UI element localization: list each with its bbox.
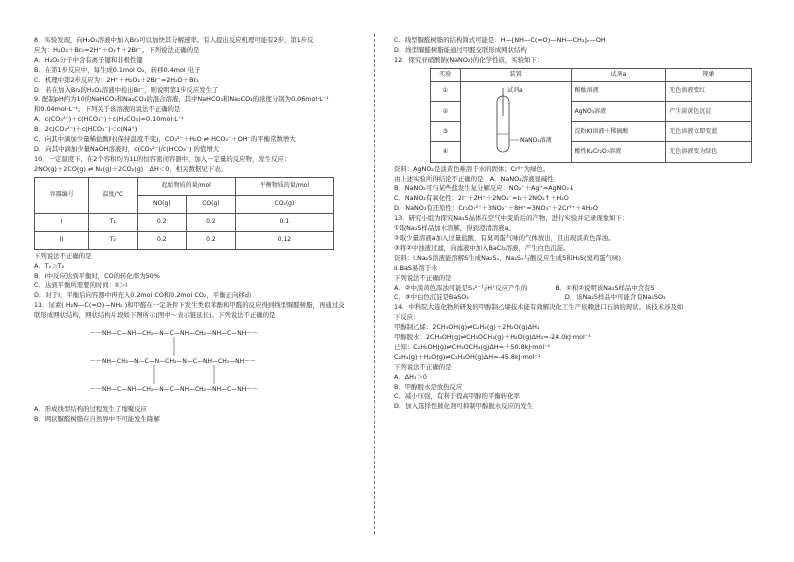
th-reagent: 试剂a — [571, 68, 666, 81]
cell-temp: T₁ — [89, 213, 137, 231]
test-tube-diagram — [463, 82, 569, 158]
q14-reaction-3: 已知：C₂H₅OH(g)⇌CH₃OCH₃(g)ΔH=＋50.8kJ·mol⁻¹ — [394, 342, 551, 351]
q12-stem: 12．探究亚硝酸钠(NaNO₂)的化学性质，实验如下： — [394, 55, 544, 64]
q10-ask: 下列说法不正确的是 — [34, 251, 92, 260]
q9-option-a: A．c(CO₃²⁻)＋c(HCO₃⁻)＋c(H₂CO₃)=0.10mol·L⁻¹ — [34, 115, 184, 124]
q14-option-b: B．甲醇脱水是放热反应 — [394, 382, 463, 391]
right-column — [394, 36, 766, 412]
q13-option-c: C．③中白色沉淀是BaSO₄ — [394, 293, 469, 302]
cell-device — [460, 81, 571, 162]
q13-option-ab — [394, 284, 766, 294]
column-divider — [374, 34, 375, 534]
reagent-a-label: 试剂a — [506, 86, 523, 94]
th-co: CO(g) — [187, 195, 236, 213]
cell-id: I — [35, 213, 89, 231]
cell-phenomenon: 无色溶液立即变蓝 — [666, 122, 752, 142]
left-column — [34, 36, 364, 425]
q10-option-d: D．对于I，平衡后向容器中再充入0.2mol CO和0.2mol CO₂，平衡正向移动 — [34, 291, 252, 300]
q12-option-c: C．NaNO₂有氧化性：2I⁻＋2H⁺＋2NO₂⁻=I₂＋2NO₂↑＋H₂O — [394, 194, 569, 203]
q9-option-c: C．向其中滴加少量稀盐酸时(保持温度不变)，CO₃²⁻＋H₂O ⇌ HCO₃⁻＋OH⁻的平衡常数增大 — [34, 135, 296, 144]
cell-exp-id: ① — [431, 81, 461, 101]
q8-option-a: A．H₂O₂分子中含有离子键和非极性键 — [34, 55, 143, 64]
q13-ask: 下列说法不正确的是 — [394, 273, 452, 282]
th-phenomenon: 现象 — [666, 68, 752, 81]
th-eq-amount: 平衡物质的量/mol — [235, 177, 333, 195]
q14-ask: 下列说法不正确的是 — [394, 362, 452, 371]
cell-co2: 0.12 — [235, 231, 333, 249]
q8-option-c: C．机理中第2步反应为：2H⁺＋H₂O₂＋2Br⁻=2H₂O＋Br₂ — [34, 75, 199, 84]
q9-option-d: D．向其中滴加少量NaOH溶液时，c(CO₃²⁻)/c(HCO₃⁻) 的值增大 — [34, 144, 220, 153]
q8-option-d: D．若在加入Br₂的H₂O₂溶液中检出Br⁻，则说明第1步反应发生了 — [34, 85, 219, 94]
q14-reaction-1: 甲醇制乙烯：2CH₃OH(g)⇌C₂H₄(g)＋2H₂O(g)ΔH₁ — [394, 323, 540, 332]
q10-stem: 10．一定温度下，在2个容积均为1L的恒容密闭容器中，加入一定量的反应物，发生反应： — [34, 154, 291, 163]
table-row — [431, 81, 752, 101]
th-no: NO(g) — [137, 195, 186, 213]
cell-exp-id: ③ — [431, 122, 461, 142]
q13-stem: 13．研究小组为探究Na₂S晶体在空气中变质后的产物，进行实验并记录现象如下： — [394, 214, 629, 223]
q11-stem: 11．尿素( H₂N—C(=O)—NH₂ )和甲醛在一定条件下发生类似苯酚和甲醛的反应得到线型脲醛树脂，再通过交 — [34, 301, 345, 310]
q13-option-a: A．②中淡黄色浑浊可能是Sₓ²⁻与H⁺反应产生的 — [394, 283, 528, 292]
resin-network-structure — [90, 323, 340, 399]
q9-option-b: B．2c(CO₃²⁻)＋c(HCO₃⁻)＜c(Na⁺) — [34, 125, 138, 134]
cell-reagent: AgNO₃溶液 — [571, 101, 666, 121]
cell-id: II — [35, 231, 89, 249]
q8-option-b: B．在第1步反应中，每生成0.1mol O₂，转移0.4mol 电子 — [34, 65, 201, 74]
cell-co2: 0.1 — [235, 213, 333, 231]
q10-option-b: B．I中反应达到平衡时，CO的转化率为50% — [34, 271, 160, 280]
q14-reaction-2: 甲醇脱水：2CH₃OH(g)⇌CH₃OCH₃(g)＋H₂O(g)ΔH₂=-24.0kJ·mol⁻¹ — [394, 333, 591, 342]
cell-reagent: 淀粉KI溶液＋稀硫酸 — [571, 122, 666, 142]
q11-option-a: A．形成线型结构的过程发生了缩聚反应 — [34, 404, 148, 413]
q10-option-a: A．T₁＞T₂ — [34, 261, 65, 270]
cell-reagent: 酚酞溶液 — [571, 81, 666, 101]
th-temperature: 温度/℃ — [89, 177, 137, 213]
q12-experiment-table — [430, 68, 752, 163]
q14-reaction-4: C₂H₄(g)＋H₂O(g)⇌C₂H₅OH(g)ΔH=-45.8kJ·mol⁻¹ — [394, 352, 541, 361]
resin-row-2: ～～NH—CH₂—N—C—N—CH₂—N—C—NH—CH₂—NH～～ — [90, 358, 257, 366]
cell-temp: T₂ — [89, 231, 137, 249]
cell-phenomenon: 无色溶液变红 — [666, 81, 752, 101]
th-container: 容器编号 — [35, 177, 89, 213]
q12-info: 资料：AgNO₂是淡黄色难溶于水的固体；Cr³⁺为绿色。 — [394, 164, 550, 173]
q10-data-table — [34, 177, 334, 250]
cell-exp-id: ② — [431, 101, 461, 121]
q14-option-c: C．减小压强，有利于提高甲醇的平衡转化率 — [394, 392, 520, 401]
th-experiment: 实验 — [431, 68, 461, 81]
q13-step-3: ③将②中浊液过滤，向滤液中加入BaCl₂溶液，产生白色沉淀。 — [394, 243, 570, 252]
q11-stem-cont: 联形成网状结构，网状结构片段如下图所示(图中～表示链延长)。下列说法不正确的是 — [34, 311, 276, 320]
cell-exp-id: ④ — [431, 142, 461, 162]
q13-option-b: B．①和②说明该Na₂S样品中含有S — [555, 283, 655, 292]
q13-option-d: D．该Na₂S样品中可能含有Na₂SO₃ — [564, 293, 666, 302]
q9-stem: 9. 配制pH约为10的NaHCO₃和Na₂CO₃的混合溶液，其中NaHCO₃和Na₂CO₃的浓度分别为0.06mol·L⁻¹ — [34, 95, 329, 104]
q10-option-c: C．达到平衡所需要的时间：II＞I — [34, 281, 128, 290]
cell-no: 0.2 — [137, 213, 186, 231]
q13-step-1: ①取Na₂S样品加水溶解，得到澄清溶液a。 — [394, 224, 515, 233]
q14-stem: 14．中科院大连化物所研发的甲醇制乙烯技术能有效解决化工生产依赖进口石油的现状。该技术涉及如 — [394, 303, 684, 312]
q10-stem-cont: 2NO(g)＋2CO(g) ⇌ N₂(g)＋2CO₂(g) ΔH＜0，相关数据见下表。 — [34, 164, 227, 173]
cell-phenomenon: 产生淡黄色沉淀 — [666, 101, 752, 121]
q12-option-b: B．NaNO₂可与某些盐发生复分解反应：NO₂⁻＋Ag⁺=AgNO₂↓ — [394, 184, 575, 193]
resin-row-3: ～～NH—C—NH—CH₂—N—C—NH—CH₂—NH—C—NH～～ — [90, 386, 259, 394]
q11-option-d: D．线型脲醛树脂能通过甲醛交联形成网状结构 — [394, 45, 527, 54]
q11-option-b: B．网状脲醛树脂在自然界中不可能发生降解 — [34, 414, 160, 423]
q13-option-cd — [394, 293, 766, 303]
nano2-solution-label: NaNO₂溶液 — [519, 136, 552, 144]
q9-stem-cont: 和0.04mol·L⁻¹。下列关于该溶液的说法不正确的是 — [34, 105, 181, 114]
cell-reagent: 酸性K₂Cr₂O₇溶液 — [571, 142, 666, 162]
q12-ask: 由上述实验所得结论不正确的是 A．NaNO₂溶液显碱性 — [394, 174, 554, 183]
table-row — [35, 231, 334, 249]
cell-co: 0.2 — [187, 213, 236, 231]
q8-stem: 8．实验发现，向H₂O₂溶液中加入Br₂可以加快其分解速率。有人提出反应机理可能有2步，第1步反 — [34, 36, 314, 44]
th-device: 装置 — [460, 68, 571, 81]
q14-option-d: D．加入选择性催化剂可抑制甲醇脱水反应的发生 — [394, 402, 534, 411]
q13-info-2: ii.BaS易溶于水 — [394, 263, 438, 272]
cell-no: 0.2 — [137, 231, 186, 249]
q12-option-d: D．NaNO₂有还原性：Cr₂O₇²⁻＋3NO₂⁻＋8H⁺=3NO₃⁻＋2Cr³⁺＋4H₂O — [394, 204, 598, 213]
th-start-amount: 起始物质的量/mol — [137, 177, 235, 195]
q8-stem-cont: 应为：H₂O₂＋Br₂=2H⁺＋O₂↑＋2Br⁻。下列说法正确的是 — [34, 45, 200, 54]
q13-step-2: ②取少量溶液a加入过量盐酸，有臭鸡蛋气味的气体放出，且出现淡黄色浑浊。 — [394, 233, 615, 242]
q14-stem-cont: 下反应： — [394, 313, 420, 322]
cell-phenomenon: 无色溶液变为绿色 — [666, 142, 752, 162]
cell-co: 0.2 — [187, 231, 236, 249]
th-co2: CO₂(g) — [235, 195, 333, 213]
table-row — [35, 213, 334, 231]
q13-info-1: 资料：i.Na₂S溶液能溶解S生成Na₂Sₓ，Na₂Sₓ与酸反应生成S和H₂S(臭鸡蛋气味) — [394, 253, 621, 262]
q11-option-c: C．线型脲醛树脂的结构简式可能是：H—[NH—C(=O)—NH—CH₂]ₙ—OH — [394, 36, 606, 44]
q14-option-a: A．ΔH₁＞0 — [394, 372, 427, 381]
resin-row-1: ～～NH—C—NH—CH₂—N—C—NH—CH₂—NH—C—NH～～ — [90, 330, 259, 338]
